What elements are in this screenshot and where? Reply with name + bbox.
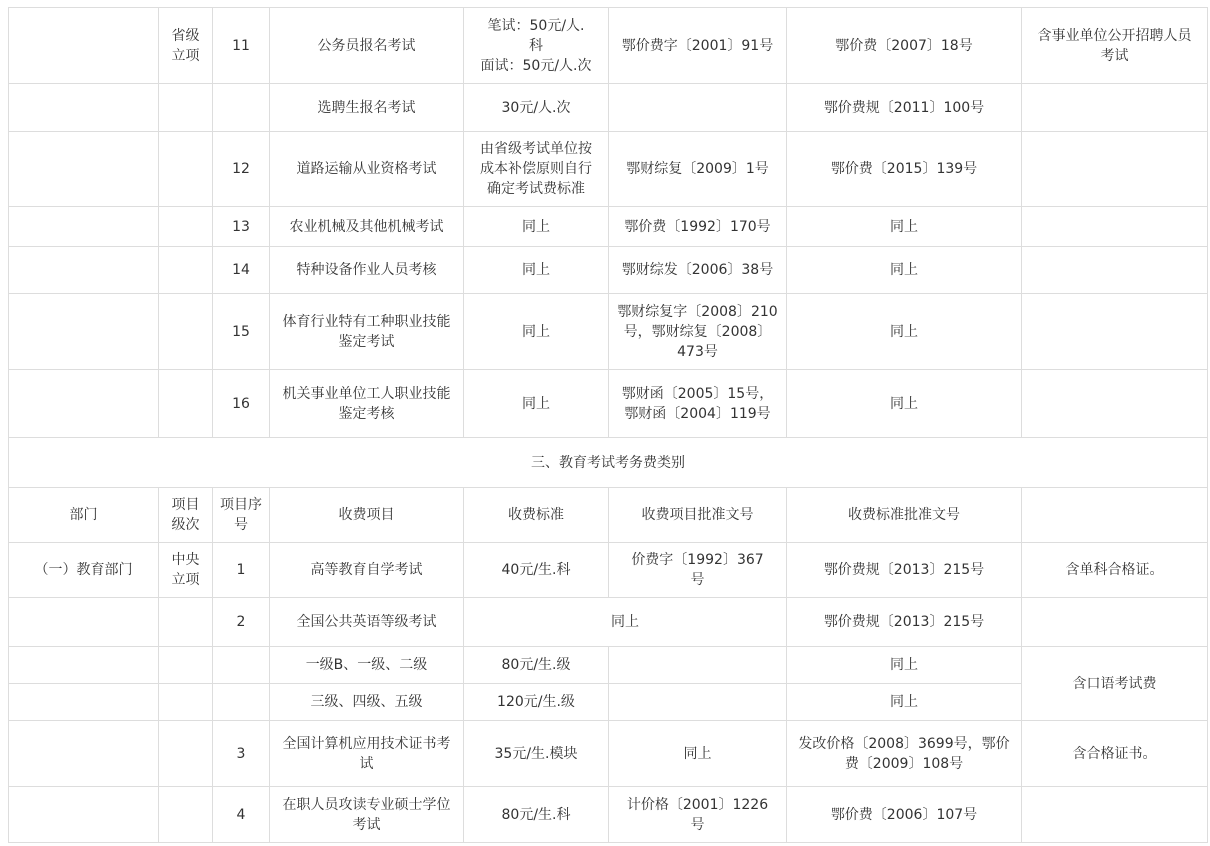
std-doc-cell: 发改价格〔2008〕3699号，鄂价 费〔2009〕108号 (787, 721, 1022, 787)
standard-cell: 同上 (464, 294, 609, 370)
table-row (9, 132, 1208, 207)
item-doc-cell: 鄂财综复〔2009〕1号 (609, 132, 787, 207)
number-cell (213, 84, 270, 132)
level-cell (159, 370, 213, 438)
standard-cell: 30元/人.次 (464, 84, 609, 132)
note-cell (1022, 787, 1208, 843)
fee-table (8, 7, 1208, 843)
dept-cell (9, 207, 159, 247)
number-cell: 3 (213, 721, 270, 787)
item-doc-cell: 鄂价费字〔2001〕91号 (609, 8, 787, 84)
number-cell: 4 (213, 787, 270, 843)
standard-cell: 40元/生.科 (464, 543, 609, 598)
note-cell: 含单科合格证。 (1022, 543, 1208, 598)
table-row (9, 787, 1208, 843)
dept-cell (9, 247, 159, 294)
standard-cell: 同上 (464, 207, 609, 247)
std-doc-cell: 鄂价费规〔2013〕215号 (787, 598, 1022, 647)
standard-cell: 同上 (464, 247, 609, 294)
standard-cell: 120元/生.级 (464, 684, 609, 721)
note-cell (1022, 598, 1208, 647)
section-row (9, 438, 1208, 488)
number-cell (213, 684, 270, 721)
header-dept: 部门 (9, 488, 159, 543)
standard-cell: 80元/生.科 (464, 787, 609, 843)
std-doc-cell: 鄂价费〔2006〕107号 (787, 787, 1022, 843)
level-cell (159, 787, 213, 843)
level-cell (159, 84, 213, 132)
header-row (9, 488, 1208, 543)
note-cell (1022, 207, 1208, 247)
note-cell (1022, 294, 1208, 370)
number-cell: 2 (213, 598, 270, 647)
level-cell (159, 721, 213, 787)
item-cell: 三级、四级、五级 (270, 684, 464, 721)
std-doc-cell: 鄂价费〔2007〕18号 (787, 8, 1022, 84)
note-cell: 含口语考试费 (1022, 647, 1208, 721)
number-cell: 14 (213, 247, 270, 294)
note-cell (1022, 132, 1208, 207)
note-cell: 含合格证书。 (1022, 721, 1208, 787)
std-doc-cell: 鄂价费规〔2011〕100号 (787, 84, 1022, 132)
number-cell: 1 (213, 543, 270, 598)
item-cell: 在职人员攻读专业硕士学位 考试 (270, 787, 464, 843)
item-cell: 特种设备作业人员考核 (270, 247, 464, 294)
dept-cell (9, 684, 159, 721)
table-row (9, 370, 1208, 438)
item-cell: 公务员报名考试 (270, 8, 464, 84)
level-cell: 省级 立项 (159, 8, 213, 84)
level-cell: 中央 立项 (159, 543, 213, 598)
item-doc-cell: 鄂财综复字〔2008〕210 号，鄂财综复〔2008〕 473号 (609, 294, 787, 370)
table-row (9, 84, 1208, 132)
item-cell: 体育行业特有工种职业技能 鉴定考试 (270, 294, 464, 370)
level-cell (159, 598, 213, 647)
number-cell: 12 (213, 132, 270, 207)
number-cell: 13 (213, 207, 270, 247)
item-doc-cell: 鄂财函〔2005〕15号， 鄂财函〔2004〕119号 (609, 370, 787, 438)
item-cell: 机关事业单位工人职业技能 鉴定考核 (270, 370, 464, 438)
table-row (9, 543, 1208, 598)
table-row (9, 294, 1208, 370)
item-doc-cell: 计价格〔2001〕1226 号 (609, 787, 787, 843)
header-standard: 收费标准 (464, 488, 609, 543)
note-cell (1022, 247, 1208, 294)
standard-cell: 35元/生.模块 (464, 721, 609, 787)
std-doc-cell: 同上 (787, 647, 1022, 684)
table-row (9, 721, 1208, 787)
header-level: 项目 级次 (159, 488, 213, 543)
dept-cell: （一）教育部门 (9, 543, 159, 598)
level-cell (159, 207, 213, 247)
std-doc-cell: 同上 (787, 207, 1022, 247)
item-doc-cell: 鄂价费〔1992〕170号 (609, 207, 787, 247)
level-cell (159, 294, 213, 370)
item-cell: 选聘生报名考试 (270, 84, 464, 132)
dept-cell (9, 787, 159, 843)
item-cell: 一级B、一级、二级 (270, 647, 464, 684)
dept-cell (9, 647, 159, 684)
dept-cell (9, 8, 159, 84)
number-cell: 15 (213, 294, 270, 370)
item-doc-cell: 同上 (609, 721, 787, 787)
level-cell (159, 647, 213, 684)
header-note (1022, 488, 1208, 543)
approval-docs-cell: 同上 (464, 598, 787, 647)
table-row (9, 247, 1208, 294)
item-cell: 道路运输从业资格考试 (270, 132, 464, 207)
level-cell (159, 684, 213, 721)
item-cell: 全国计算机应用技术证书考 试 (270, 721, 464, 787)
note-cell (1022, 84, 1208, 132)
item-cell: 全国公共英语等级考试 (270, 598, 464, 647)
dept-cell (9, 84, 159, 132)
number-cell: 16 (213, 370, 270, 438)
dept-cell (9, 598, 159, 647)
dept-cell (9, 294, 159, 370)
header-item: 收费项目 (270, 488, 464, 543)
level-cell (159, 132, 213, 207)
level-cell (159, 247, 213, 294)
standard-cell: 同上 (464, 370, 609, 438)
number-cell (213, 647, 270, 684)
item-doc-cell: 鄂财综发〔2006〕38号 (609, 247, 787, 294)
standard-cell: 80元/生.级 (464, 647, 609, 684)
item-cell: 农业机械及其他机械考试 (270, 207, 464, 247)
note-cell: 含事业单位公开招聘人员 考试 (1022, 8, 1208, 84)
std-doc-cell: 同上 (787, 294, 1022, 370)
dept-cell (9, 370, 159, 438)
item-doc-cell: 价费字〔1992〕367 号 (609, 543, 787, 598)
number-cell: 11 (213, 8, 270, 84)
table-row (9, 647, 1208, 684)
std-doc-cell: 同上 (787, 684, 1022, 721)
std-doc-cell: 鄂价费〔2015〕139号 (787, 132, 1022, 207)
note-cell (1022, 370, 1208, 438)
std-doc-cell: 鄂价费规〔2013〕215号 (787, 543, 1022, 598)
item-doc-cell (609, 84, 787, 132)
dept-cell (9, 721, 159, 787)
standard-cell: 笔试：50元/人. 科 面试：50元/人.次 (464, 8, 609, 84)
table-row (9, 598, 1208, 647)
header-number: 项目序 号 (213, 488, 270, 543)
table-row (9, 207, 1208, 247)
header-item-doc: 收费项目批准文号 (609, 488, 787, 543)
std-doc-cell: 同上 (787, 247, 1022, 294)
item-doc-cell (609, 647, 787, 684)
dept-cell (9, 132, 159, 207)
section-title: 三、教育考试考务费类别 (9, 438, 1208, 488)
table-row (9, 8, 1208, 84)
item-doc-cell (609, 684, 787, 721)
item-cell: 高等教育自学考试 (270, 543, 464, 598)
header-std-doc: 收费标准批准文号 (787, 488, 1022, 543)
standard-cell: 由省级考试单位按 成本补偿原则自行 确定考试费标准 (464, 132, 609, 207)
std-doc-cell: 同上 (787, 370, 1022, 438)
